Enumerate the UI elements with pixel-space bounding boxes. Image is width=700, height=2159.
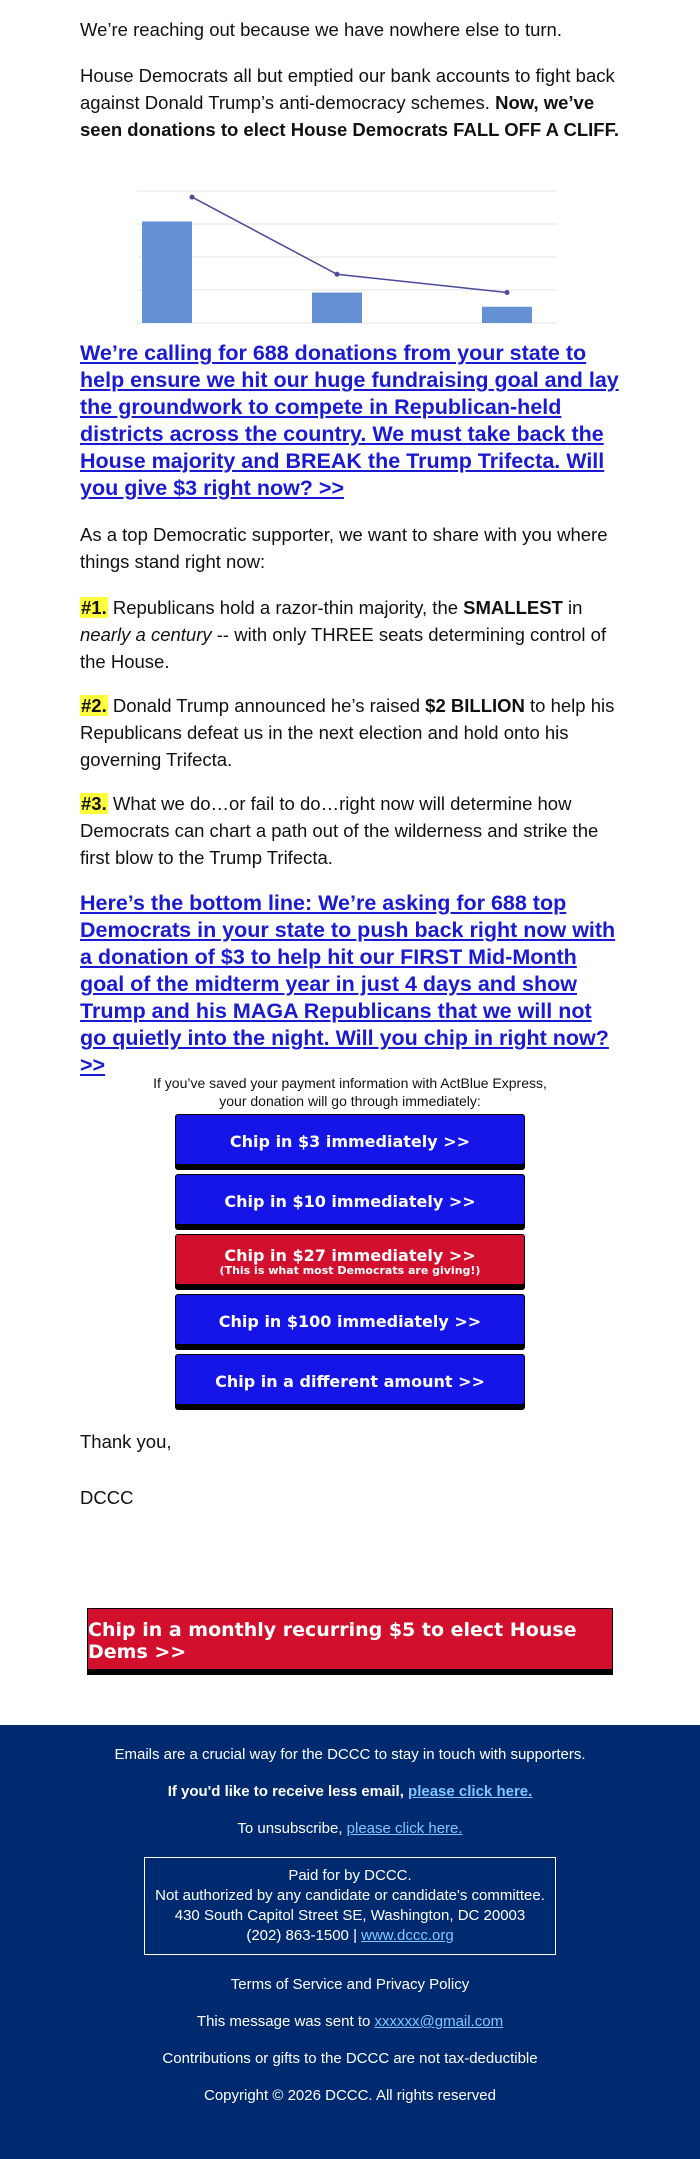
bottom-line-link[interactable]: Here’s the bottom line: We’re asking for 688 top Democrats in your state to push back right now with a donation of $3 to help hit our FIRST Mid-Month goal of the midterm year in just 4 days and show Trump and his MAGA Republicans that we will not go quietly into the night. Will you chip in right now? >> [80,891,616,1077]
chip-in-27-button[interactable] [175,1234,525,1288]
chart-bar [142,221,192,323]
footer [0,1725,700,2159]
context-emphasis: Now, we’ve seen donations to elect House Democrats FALL OFF A CLIFF. [80,92,619,140]
paid-for-box [144,1857,556,1955]
monthly-recurring-button[interactable] [87,1608,613,1673]
footer-less-email [0,1783,700,1800]
chart-svg [57,183,577,333]
chart-point [190,195,195,200]
point-1-bold: SMALLEST [463,597,563,618]
footer-less-email-text: If you'd like to receive less email, [167,1783,409,1800]
point-1-text-b: in [562,597,583,618]
monthly-recurring-label: Chip in a monthly recurring $5 to elect House Dems >> [88,1618,577,1663]
point-1-number: #1. [81,597,107,618]
chip-in-3-label: Chip in $3 immediately >> [229,1131,471,1151]
point-2 [80,692,620,773]
point-2-text-b: to help his Republicans defeat us in the next election and hold onto his governing Trifecta. [80,695,615,770]
point-2-bold: $2 BILLION [425,695,525,716]
point-2-number: #2. [81,695,107,716]
chip-in-27-sublabel: (This is what most Democrats are giving!) [219,1263,481,1277]
chip-in-100-button[interactable] [175,1294,525,1348]
point-1 [80,594,620,675]
thanks-text: Thank you, [80,1431,172,1452]
status-intro: As a top Democratic supporter, we want to share with you where things stand right now: [80,524,608,572]
signature: DCCC [80,1487,134,1508]
footer-email-note: Emails are a crucial way for the DCCC to stay in touch with supporters. [114,1746,586,1763]
chip-in-100-label: Chip in $100 immediately >> [218,1311,482,1331]
phone-text: (202) 863-1500 | [246,1927,362,1944]
express-note-line-1: If you’ve saved your payment information with ActBlue Express, [153,1075,547,1091]
terms-privacy-link[interactable]: Terms of Service and Privacy Policy [230,1976,470,1993]
chip-in-other-label: Chip in a different amount >> [215,1371,485,1391]
not-authorized-line: Not authorized by any candidate or candidate's committee. [155,1887,545,1904]
chart-series-line [192,197,507,292]
express-note-line-2: your donation will go through immediately: [219,1093,481,1109]
chip-in-10-label: Chip in $10 immediately >> [224,1191,476,1211]
point-3-text: What we do…or fail to do…right now will determine how Democrats can chart a path out of the wilderness and strike the first blow to the Trump Trifecta. [80,793,599,868]
less-email-link[interactable]: please click here. [408,1783,533,1800]
chart-bar [482,307,532,323]
address-line: 430 South Capitol Street SE, Washington, DC 20003 [174,1907,526,1924]
chart-point [335,272,340,277]
point-3 [80,790,620,871]
point-2-text-a: Donald Trump announced he’s raised [107,695,426,716]
tax-deductible-note: Contributions or gifts to the DCCC are not tax-deductible [162,2050,538,2067]
context-paragraph [80,62,620,143]
chip-in-27-label: Chip in $27 immediately >> [224,1245,476,1265]
footer-sent-to [0,2013,700,2030]
point-1-italic: nearly a century [80,624,212,645]
point-1-text-a: Republicans hold a razor-thin majority, the [107,597,464,618]
chart-point [505,290,510,295]
footer-unsubscribe-text: To unsubscribe, [237,1820,347,1837]
copyright: Copyright © 2026 DCCC. All rights reserved [203,2087,496,2104]
chart-bar [312,293,362,323]
website-link[interactable]: www.dccc.org [361,1927,454,1944]
paid-for-line: Paid for by DCCC. [288,1867,412,1884]
context-text: House Democrats all but emptied our bank accounts to fight back against Donald Trump’s anti-democracy schemes. [80,65,615,113]
chip-in-10-button[interactable] [175,1174,525,1228]
point-1-text-c: -- with only THREE seats determining control of the House. [80,624,607,672]
contact-line [145,1926,555,1946]
donations-chart [57,183,577,333]
chip-in-3-button[interactable] [175,1114,525,1168]
unsubscribe-link[interactable]: please click here. [346,1820,463,1837]
footer-unsubscribe [0,1820,700,1837]
recipient-email-link[interactable]: xxxxxx@gmail.com [374,2013,504,2030]
express-note [140,1074,560,1110]
chip-in-other-button[interactable] [175,1354,525,1408]
point-3-number: #3. [81,793,107,814]
intro-text: We’re reaching out because we have nowhere else to turn. [80,19,562,40]
sent-to-text: This message was sent to [196,2013,375,2030]
donation-call-link[interactable]: We’re calling for 688 donations from your state to help ensure we hit our huge fundraising goal and lay the groundwork to compete in Republican-held districts across the country. We must take back the House majority and BREAK the Trump Trifecta. Will you give $3 right now? >> [80,341,619,500]
